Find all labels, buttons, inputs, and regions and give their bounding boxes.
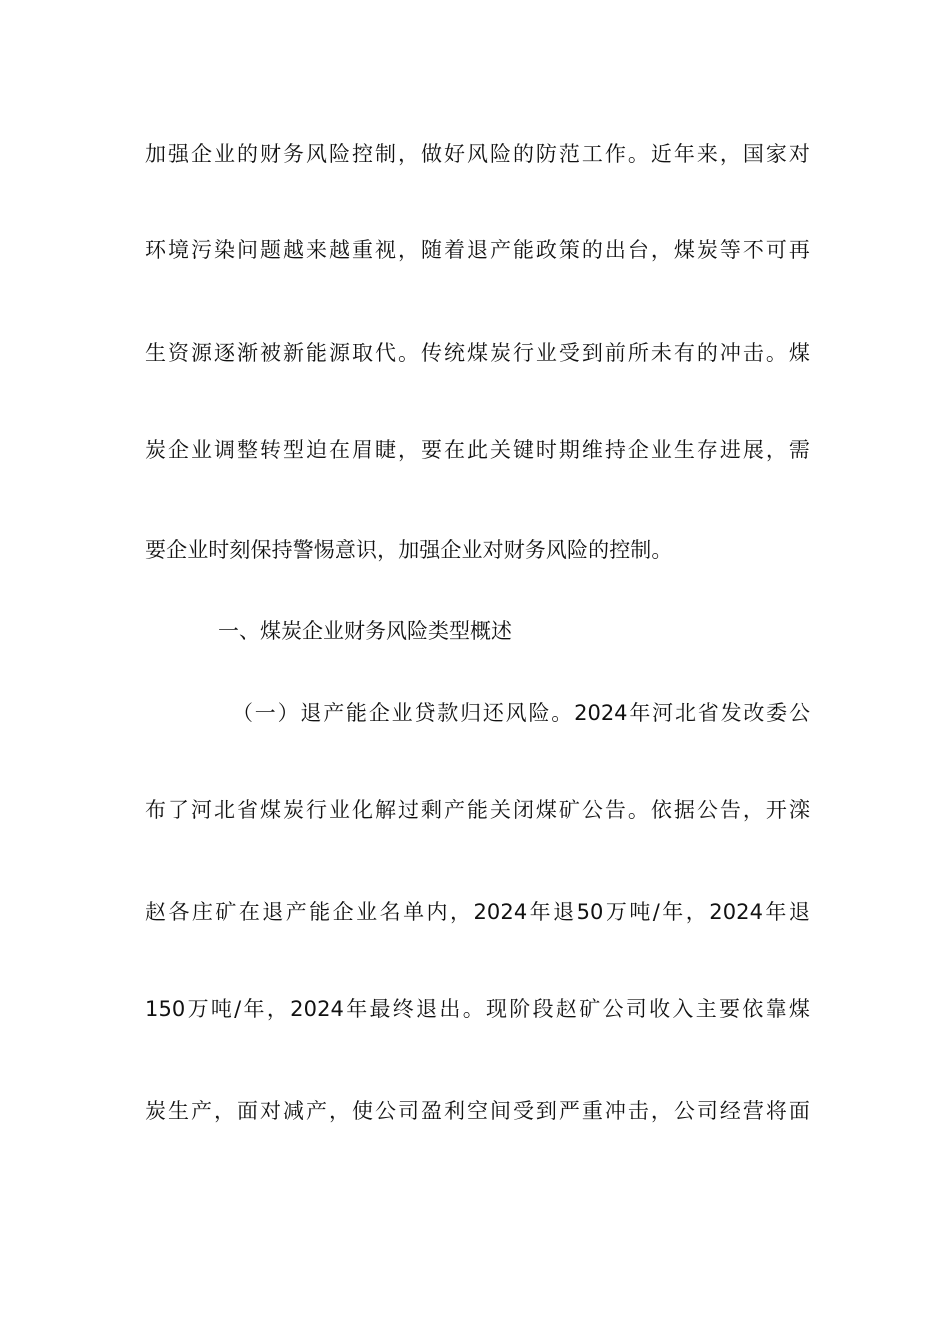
paragraph-1-line-4: 炭企业调整转型迫在眉睫，要在此关键时期维持企业生存进展，需 (145, 438, 810, 462)
paragraph-1-line-3: 生资源逐渐被新能源取代。传统煤炭行业受到前所未有的冲击。煤 (145, 341, 810, 365)
paragraph-2-line-5: 炭生产，面对减产，使公司盈利空间受到严重冲击，公司经营将面 (145, 1099, 810, 1123)
paragraph-1-line-2: 环境污染问题越来越重视，随着退产能政策的出台，煤炭等不可再 (145, 238, 810, 262)
section-heading: 一、煤炭企业财务风险类型概述 (218, 619, 512, 643)
paragraph-2-line-2: 布了河北省煤炭行业化解过剩产能关闭煤矿公告。依据公告，开滦 (145, 798, 810, 822)
paragraph-2-line-1: （一）退产能企业贷款归还风险。2024年河北省发改委公 (232, 701, 810, 725)
paragraph-1-line-1: 加强企业的财务风险控制，做好风险的防范工作。近年来，国家对 (145, 142, 810, 166)
paragraph-2-line-3: 赵各庄矿在退产能企业名单内，2024年退50万吨/年，2024年退 (145, 900, 810, 924)
paragraph-1-line-5: 要企业时刻保持警惕意识，加强企业对财务风险的控制。 (145, 538, 673, 562)
paragraph-2-line-4: 150万吨/年，2024年最终退出。现阶段赵矿公司收入主要依靠煤 (145, 997, 810, 1021)
